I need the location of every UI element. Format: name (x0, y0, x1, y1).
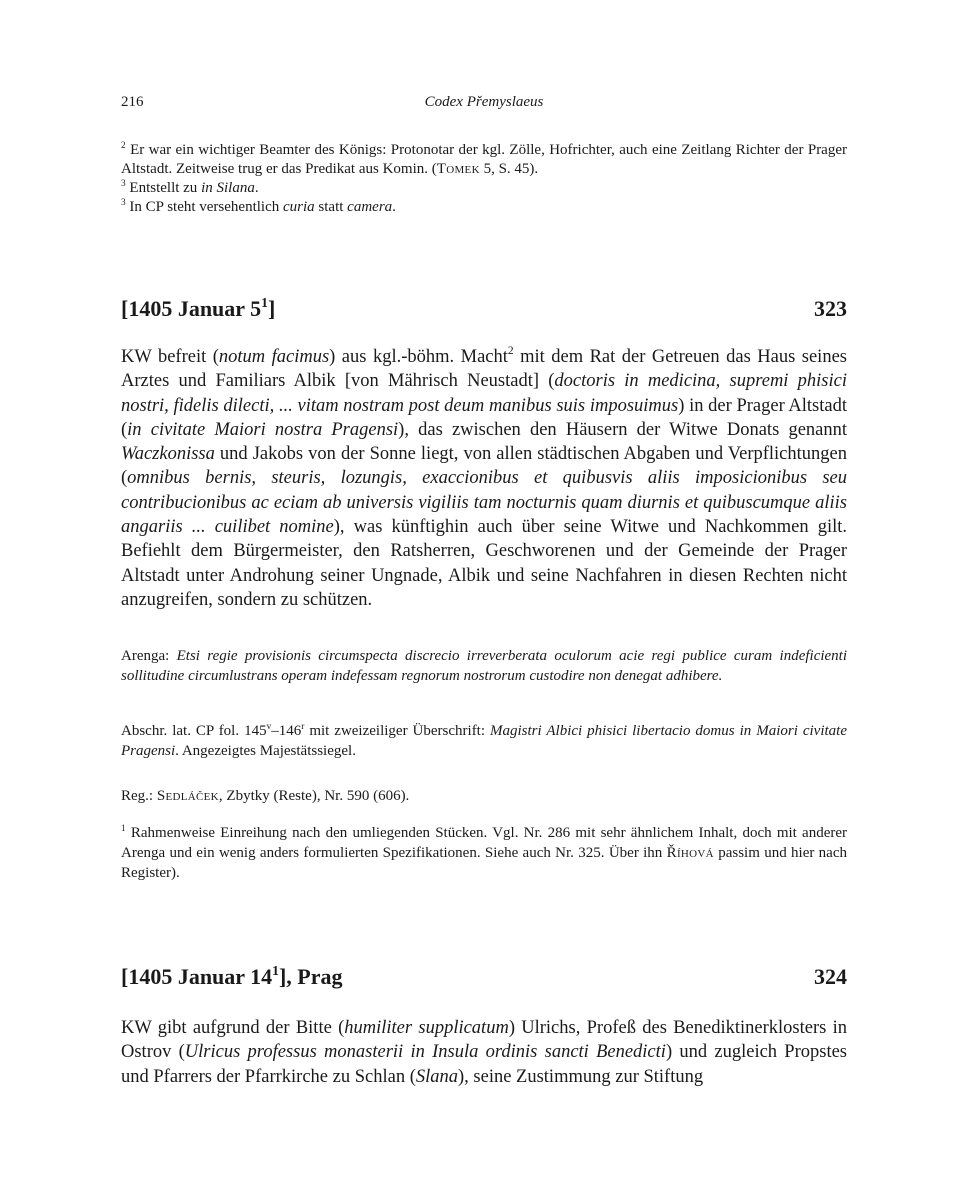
regest-text-323 (121, 345, 847, 612)
footnote-ref: 1 (272, 963, 279, 978)
latin-heading: Magistri Albici phisici libertacio domus in Maiori civitate Pragensi (121, 723, 847, 759)
running-head: Codex Přemyslaeus (424, 94, 544, 110)
footnote-text: . (254, 180, 259, 196)
document-heading-323 (121, 296, 847, 326)
date-close: ] (267, 296, 276, 321)
arenga-label: Arenga: (121, 648, 177, 664)
footnote-2 (121, 141, 847, 179)
regest-text: ) aus kgl.-böhm. Macht (329, 347, 508, 367)
page-number: 216 (121, 94, 144, 110)
footnote-ref: 1 (261, 295, 268, 310)
latin-quote: Waczkonissa (121, 444, 215, 465)
regest-text: mit dem Rat der Getreuen das Haus seines Arztes und Familiars Albik [von Mährisch Neustadt] ( (121, 347, 847, 392)
document-heading-324 (121, 964, 847, 994)
carried-over-footnotes (121, 141, 847, 217)
footnote-text: passim und hier nach Register). (121, 845, 847, 881)
author-name: Říhová (666, 845, 714, 861)
copy-text: . Angezeigtes Majestätssiegel. (175, 743, 356, 759)
footnote-text: Entstellt zu (129, 180, 202, 196)
footnote-mark: 3 (121, 197, 126, 208)
footnote-3b (121, 198, 847, 217)
copy-text: Abschr. lat. CP fol. 145 (121, 723, 267, 739)
regest-text: und Jakobs von der Sonne liegt, von allen städtischen Abgaben und Verpflichtungen ( (121, 444, 847, 489)
regest-text: ) in der Prager Altstadt ( (121, 395, 847, 440)
regest-text-324 (121, 1016, 847, 1089)
folio-side: r (301, 721, 305, 732)
document-date (121, 964, 343, 990)
latin-quote: omnibus bernis, steuris, lozungis, exaccionibus et quibusvis aliis imposicionibus seu contribucionibus ac eciam ab universis vigiliis tam nocturnis quam diurnis et quibuscumque aliis angariis ... cuilibet nomine (121, 468, 847, 538)
latin-quote: in civitate Maiori nostra Pragensi (127, 419, 399, 440)
latin-term: camera (347, 199, 393, 215)
footnote-text: . (392, 199, 396, 215)
latin-quote: humiliter supplicatum (344, 1018, 509, 1038)
document-date (121, 296, 275, 322)
regest-text: KW gibt aufgrund der Bitte ( (121, 1018, 345, 1038)
footnote-text: Rahmenweise Einreihung nach den umliegenden Stücken. Vgl. Nr. 286 mit sehr ähnlichem Inhalt, doch mit anderer Arenga und ein wenig anders formulierten Spezifikationen. Siehe auch Nr. 325. Über ihn (121, 825, 848, 861)
regest-text: KW befreit ( (121, 347, 219, 367)
regest-text: ) Ulrichs, Profeß des Benediktinerklosters in Ostrov ( (121, 1018, 847, 1063)
latin-quote: Ulricus professus monasterii in Insula ordinis sancti Benedicti (184, 1042, 666, 1063)
latin-term: in Silana (201, 180, 255, 196)
date-close: ], Prag (278, 964, 343, 989)
regest-reference (121, 786, 847, 806)
reg-text: , Zbytky (Reste), Nr. 590 (606). (218, 788, 410, 804)
folio-side: v (266, 721, 272, 732)
reg-label: Reg.: (121, 788, 157, 804)
author-name: Sedláček (156, 788, 219, 804)
latin-term: curia (283, 199, 315, 215)
copy-note (121, 721, 847, 761)
arenga-paragraph (121, 646, 847, 686)
footnote-mark: 2 (121, 140, 126, 151)
footnote-mark: 1 (121, 823, 126, 834)
document-number: 323 (814, 296, 847, 321)
footnote-text: statt (314, 199, 348, 215)
footnote-text: Er war ein wichtiger Beamter des Königs: Protonotar der kgl. Zölle, Hofrichter, auch eine Zeitlang Richter der Prager Altstadt. Zeitweise trug er das Predikat aus Komin. ( (121, 142, 847, 177)
author-name: Tomek (436, 161, 480, 177)
footnote-text: 5, S. 45). (479, 161, 539, 177)
footnote-text: In CP steht versehentlich (129, 199, 283, 215)
latin-quote: doctoris in medicina, supremi phisici nostri, fidelis dilecti, ... vitam nostram post deum manibus suis imposuimus (121, 371, 847, 416)
regest-text: ), was künftighin auch über seine Witwe und Nachkommen gilt. Befiehlt dem Bürgermeister, den Ratsherren, Geschworenen und der Gemeinde der Prager Altstadt unter Androhung seiner Ungnade, Albik und seine Nachfahren in diesen Rechten nicht anzugreifen, sondern zu schützen. (121, 517, 847, 610)
latin-quote: notum facimus (218, 347, 330, 367)
copy-text: mit zweizeiliger Überschrift: (304, 723, 490, 739)
footnote-mark: 3 (121, 178, 126, 189)
footnote-ref: 2 (507, 345, 514, 358)
regest-text: ), seine Zustimmung zur Stiftung (458, 1066, 704, 1087)
document-number: 324 (814, 964, 847, 989)
page-header (121, 94, 847, 116)
latin-quote: Slana (415, 1066, 458, 1087)
date-text: [1405 Januar 14 (121, 964, 273, 989)
arenga-text: Etsi regie provisionis circumspecta discrecio irreverberata oculorum acie regi publice curam indeficienti sollitudine circumlustrans operam indefessam regnorum nostrorum custodire non denegat adhibere. (121, 648, 848, 684)
regest-text: ), das zwischen den Häusern der Witwe Donats genannt (398, 419, 848, 440)
regest-text: ) und zugleich Propstes und Pfarrers der Pfarrkirche zu Schlan ( (121, 1042, 848, 1087)
date-text: [1405 Januar 5 (121, 296, 262, 321)
copy-text: –146 (271, 723, 302, 739)
footnote-323 (121, 823, 847, 883)
footnote-3a (121, 179, 847, 198)
